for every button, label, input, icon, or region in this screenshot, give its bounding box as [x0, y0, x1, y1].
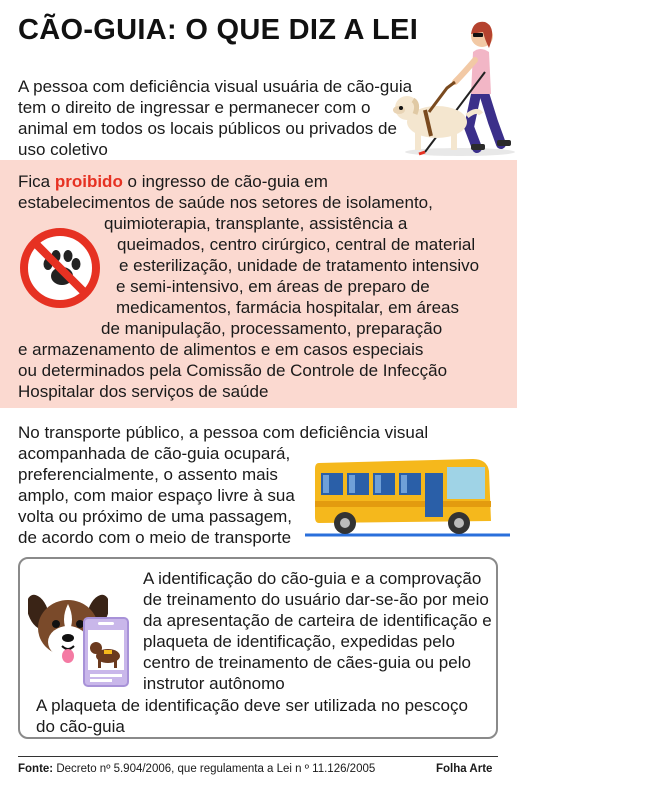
prohibition-line: medicamentos, farmácia hospitalar, em áreas: [116, 298, 459, 317]
transport-line: volta ou próximo de uma passagem,: [18, 507, 293, 526]
intro-line: tem o direito de ingressar e permanecer com o: [18, 98, 371, 117]
transport-line: No transporte público, a pessoa com deficiência visual: [18, 423, 429, 442]
id-card-icon: [82, 616, 130, 688]
prohibition-lead: [18, 171, 328, 192]
transport-line: de acordo com o meio de transporte: [18, 528, 292, 547]
intro-line: uso coletivo: [18, 140, 108, 159]
transport-line: acompanhada de cão-guia ocupará,: [18, 444, 291, 463]
prohibition-line: de manipulação, processamento, preparação: [101, 319, 443, 338]
transport-line: amplo, com maior espaço livre à sua: [18, 486, 295, 505]
prohibited-highlight: proibido: [54, 172, 123, 191]
intro-paragraph: [18, 76, 418, 160]
prohibition-line: ou determinados pela Comissão de Controle de Infecção: [18, 361, 448, 380]
credit-label: Folha Arte: [436, 763, 493, 775]
identification-line: centro de treinamento de cães-guia ou pelo: [143, 653, 471, 672]
identification-line: instrutor autônomo: [143, 674, 285, 693]
identification-line: de treinamento do usuário dar-se-ão por meio: [143, 590, 489, 609]
footer-divider: [18, 756, 498, 757]
prohibition-lead-before: Fica: [18, 172, 55, 191]
transport-line: preferencialmente, o assento mais: [18, 465, 278, 484]
prohibition-line: e esterilização, unidade de tratamento intensivo: [119, 256, 480, 275]
source-text: Decreto nº 5.904/2006, que regulamenta a Lei n º 11.126/2005: [53, 763, 376, 775]
intro-line: animal em todos os locais públicos ou privados de: [18, 119, 397, 138]
identification-footer-line: do cão-guia: [36, 717, 125, 736]
identification-line: da apresentação de carteira de identificação e: [143, 611, 492, 630]
prohibition-line: e semi-intensivo, em áreas de preparo de: [116, 277, 430, 296]
prohibition-line: e armazenamento de alimentos e em casos especiais: [18, 340, 424, 359]
prohibition-line: queimados, centro cirúrgico, central de material: [117, 235, 476, 254]
identification-footer: [36, 695, 468, 737]
source-label: Fonte:: [18, 763, 54, 775]
prohibition-line: quimioterapia, transplante, assistência a: [104, 214, 408, 233]
source-note: [18, 763, 375, 775]
identification-line: A identificação do cão-guia e a comprovação: [143, 569, 482, 588]
identification-line: plaqueta de identificação, expedidas pelo: [143, 632, 455, 651]
identification-footer-line: A plaqueta de identificação deve ser utilizada no pescoço: [36, 696, 468, 715]
bus-illustration: [305, 455, 510, 541]
intro-line: A pessoa com deficiência visual usuária de cão-guia: [18, 77, 413, 96]
identification-text: [143, 568, 492, 694]
page-title: CÃO-GUIA: O QUE DIZ A LEI: [18, 14, 419, 46]
prohibition-lead-after: o ingresso de cão-guia em: [122, 172, 328, 191]
prohibition-line: Hospitalar dos serviços de saúde: [18, 382, 269, 401]
prohibition-line: estabelecimentos de saúde nos setores de isolamento,: [18, 193, 433, 212]
no-dogs-icon: [18, 226, 102, 310]
